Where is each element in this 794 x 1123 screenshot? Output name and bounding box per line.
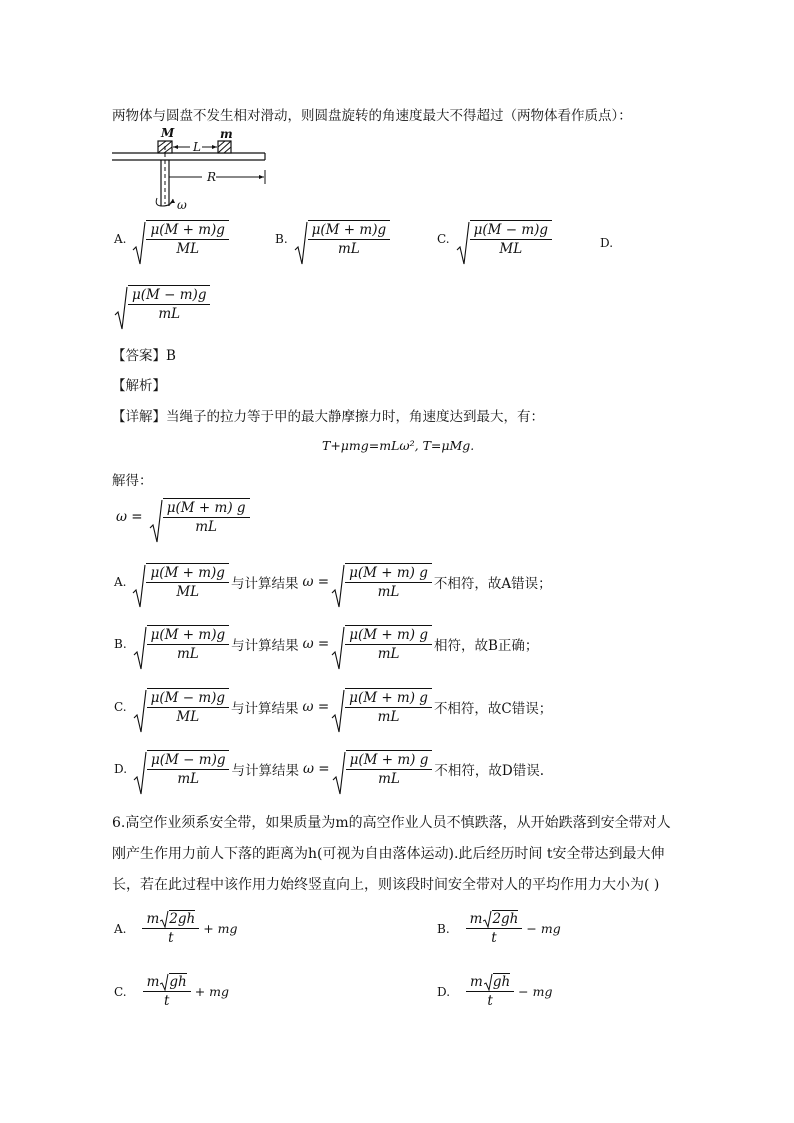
analysis-mid-text: 与计算结果	[230, 576, 299, 592]
analysis-result-formula	[331, 688, 432, 726]
analysis-option-formula	[133, 750, 229, 788]
q6-option-label: C.	[114, 984, 127, 999]
analysis-result-formula-num: μ(M + m) g	[349, 690, 428, 706]
q5-option-label: A.	[114, 232, 127, 246]
analysis-omega: ω =	[302, 699, 330, 715]
analysis-option-formula-num: μ(M − m)g	[151, 752, 226, 768]
analysis-result-formula-den: mL	[377, 584, 400, 600]
analysis-tail-text: 不相符，故A错误；	[433, 576, 552, 592]
q6-line-1: 6.高空作业须系安全带，如果质量为m的高空作业人员不慎跌落，从开始跌落到安全带对人	[112, 815, 671, 831]
analysis-option-formula	[133, 688, 229, 726]
analysis-result-formula-den: mL	[378, 771, 400, 787]
q5-option-c	[437, 220, 552, 258]
q5-option-formula-num: μ(M + m)g	[150, 222, 225, 238]
q5-option-formula	[132, 220, 228, 258]
analysis-result-formula-den: mL	[377, 646, 400, 662]
analysis-option-formula-num: μ(M − m)g	[150, 690, 226, 706]
q6-tail: + mg	[194, 984, 230, 999]
analysis-result-formula	[331, 563, 432, 601]
result-num: μ(M + m) g	[166, 500, 246, 516]
q5-option-label: C.	[437, 232, 450, 246]
disk-figure	[110, 126, 270, 212]
q6-radicand: 2gh	[169, 911, 196, 927]
q5-option-formula-num: μ(M − m)g	[132, 287, 207, 303]
q6-den: t	[168, 930, 174, 946]
q5-option-formula-den: ML	[499, 241, 523, 257]
analysis-result-formula	[331, 625, 432, 663]
q6-option-fraction	[466, 973, 514, 1010]
q6-option-a	[114, 910, 240, 947]
q5-option-d	[114, 285, 210, 323]
q6-den: t	[491, 930, 497, 946]
analysis-tail-text: 不相符，故C错误；	[433, 701, 553, 717]
result-formula	[114, 498, 250, 536]
q6-option-label: A.	[114, 921, 127, 936]
analysis-option-formula-num: μ(M + m)g	[150, 565, 225, 581]
equation-line: T+μmg=mLω², T=μMg.	[322, 438, 475, 453]
analysis-item	[114, 625, 540, 663]
analysis-item	[114, 563, 554, 601]
q5-option-label: B.	[275, 232, 288, 246]
q6-option-b	[437, 910, 563, 947]
result-den: mL	[195, 519, 218, 535]
q6-den: t	[163, 993, 170, 1009]
analysis-mid-text: 与计算结果	[231, 763, 299, 779]
analysis-label: A.	[114, 575, 127, 589]
q6-option-fraction	[142, 910, 199, 947]
q6-radicand: gh	[169, 974, 187, 990]
q6-radicand: gh	[492, 974, 511, 990]
figure-label-R: R	[207, 170, 217, 184]
analysis-tail-text: 不相符，故D错误.	[434, 763, 544, 779]
q6-option-fraction	[143, 973, 191, 1010]
analysis-omega: ω =	[302, 574, 330, 590]
q5-option-b	[275, 220, 390, 258]
result-lhs: ω =	[116, 509, 143, 525]
q5-option-formula	[294, 220, 390, 258]
q6-option-d	[437, 973, 554, 1010]
q5-option-a	[114, 220, 229, 258]
analysis-option-formula-den: mL	[176, 646, 199, 662]
q6-tail: − mg	[526, 921, 561, 936]
q6-tail: − mg	[518, 984, 553, 999]
analysis-result-formula-num: μ(M + m) g	[349, 752, 429, 768]
q6-coef: m	[146, 974, 160, 990]
intro-text: 两物体与圆盘不发生相对滑动，则圆盘旋转的角速度最大不得超过（两物体看作质点）：	[112, 108, 632, 124]
analysis-result-formula-num: μ(M + m) g	[349, 565, 428, 581]
q6-radicand: 2gh	[492, 911, 519, 927]
q6-coef: m	[146, 911, 160, 927]
q6-line-2: 刚产生作用力前人下落的距离为h(可视为自由落体运动).此后经历时间 t安全带达到最大伸	[112, 846, 665, 862]
analysis-label: D.	[114, 762, 128, 776]
analysis-option-formula-den: mL	[177, 771, 200, 787]
q6-tail: + mg	[203, 921, 238, 936]
figure-label-omega: ω	[177, 198, 187, 212]
q5-option-formula	[114, 285, 210, 323]
analysis-item	[114, 750, 546, 788]
analysis-item	[114, 688, 554, 726]
figure-label-M: M	[161, 126, 175, 140]
q5-option-formula-den: ML	[176, 241, 200, 257]
analysis-mid-text: 与计算结果	[231, 701, 299, 717]
analysis-line: 【解析】	[112, 378, 166, 394]
analysis-omega: ω =	[302, 761, 330, 777]
analysis-option-formula	[132, 563, 228, 601]
q6-den: t	[487, 993, 493, 1009]
solve-line: 解得：	[112, 473, 153, 489]
q6-option-c	[114, 973, 231, 1010]
q5-option-formula-num: μ(M + m)g	[311, 222, 387, 238]
q6-option-fraction	[466, 910, 523, 947]
figure-label-m: m	[220, 127, 233, 141]
q5-option-formula-num: μ(M − m)g	[473, 222, 549, 238]
analysis-option-formula	[133, 625, 229, 663]
q6-coef: m	[470, 974, 483, 990]
analysis-mid-text: 与计算结果	[231, 638, 299, 654]
analysis-result-formula-num: μ(M + m) g	[349, 627, 428, 643]
q5-option-formula-den: mL	[158, 306, 181, 322]
q6-line-3: 长，若在此过程中该作用力始终竖直向上，则该段时间安全带对人的平均作用力大小为( )	[112, 877, 660, 893]
answer-line: 【答案】B	[112, 348, 176, 364]
analysis-label: C.	[114, 700, 127, 714]
analysis-option-formula-den: ML	[176, 584, 200, 600]
q5-option-formula-den: mL	[337, 241, 360, 257]
analysis-option-formula-den: ML	[176, 709, 200, 725]
q5-option-d-label: D.	[600, 236, 614, 250]
analysis-option-formula-num: μ(M + m)g	[150, 627, 226, 643]
analysis-result-formula	[332, 750, 433, 788]
figure-label-L: L	[193, 140, 201, 154]
q5-option-formula	[456, 220, 552, 258]
q6-option-label: B.	[437, 921, 450, 936]
analysis-omega: ω =	[302, 636, 330, 652]
analysis-tail-text: 相符，故B正确；	[434, 638, 539, 654]
q6-option-label: D.	[437, 984, 451, 999]
analysis-result-formula-den: mL	[377, 709, 400, 725]
analysis-label: B.	[114, 637, 127, 651]
q6-coef: m	[469, 911, 483, 927]
result-sqrt	[149, 498, 250, 536]
detail-line: 【详解】当绳子的拉力等于甲的最大静摩擦力时，角速度达到最大，有：	[112, 409, 544, 425]
